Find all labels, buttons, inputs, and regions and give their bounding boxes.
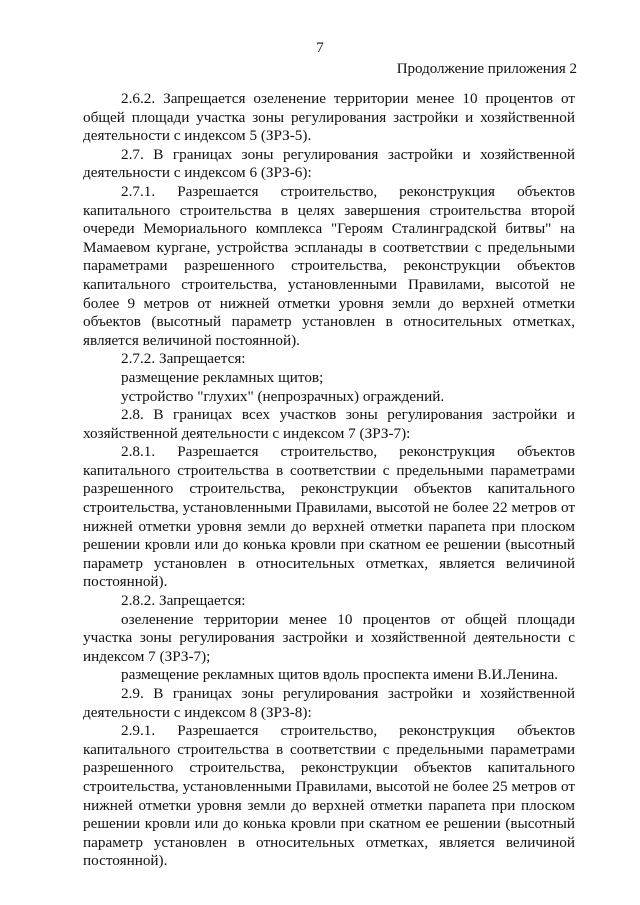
paragraph-2-8: 2.8. В границах всех участков зоны регулирования застройки и хозяйственной деятельности с индексом 7 (ЗРЗ-7): [83,406,575,442]
paragraph-2-7-1: 2.7.1. Разрешается строительство, реконструкция объектов капитального строительства в целях завершения строительства второй очереди Мемориального комплекса "Героям Сталинградской битвы" на Мамаевом кургане, устройства эспланады в соответствии с предельными параметрами разрешенного строительства, реконструкции объектов капитального строительства, установленными Правилами, высотой не более 9 метров от нижней отметки уровня земли до верхней отметки объектов (высотный параметр установлен в относительных отметках, является величиной постоянной). [83,182,575,349]
page-number: 7 [316,40,324,56]
paragraph-2-7: 2.7. В границах зоны регулирования застройки и хозяйственной деятельности с индексом 6 (ЗРЗ-6): [83,145,575,182]
list-item-lenin-avenue: размещение рекламных щитов вдоль проспекта имени В.И.Ленина. [121,666,559,684]
paragraph-2-6-2: 2.6.2. Запрещается озеленение территории менее 10 процентов от общей площади участка зоны регулирования застройки и хозяйственной деятельности с индексом 5 (ЗРЗ-5). [83,90,575,145]
paragraph-2-8-1: 2.8.1. Разрешается строительство, реконструкция объектов капитального строительства в соответствии с предельными параметрами разрешенного строительства, реконструкции объектов капитального строительства, установленными Правилами, высотой не более 22 метров от нижней отметки уровня земли до верхней отметки парапета при плоском решении кровли или до конька кровли при скатном ее решении (высотный параметр установлен в относительных отметках, является величиной постоянной). [83,443,575,591]
document-body [83,90,575,871]
list-item-greening: озеленение территории менее 10 процентов от общей площади участка зоны регулирования застройки и хозяйственной деятельности с индексом 7 (ЗРЗ-7); [83,610,575,665]
continuation-note: Продолжение приложения 2 [396,61,577,77]
paragraph-2-9-1: 2.9.1. Разрешается строительство, реконструкция объектов капитального строительства в соответствии с предельными параметрами разрешенного строительства, реконструкции объектов капитального строительства, установленными Правилами, высотой не более 25 метров от нижней отметки уровня земли до верхней отметки парапета при плоском решении кровли или до конька кровли при скатном ее решении (высотный параметр установлен в относительных отметках, является величиной постоянной). [83,722,575,870]
list-item-blind-fences: устройство "глухих" (непрозрачных) ограждений. [121,387,445,405]
list-item-ad-boards: размещение рекламных щитов; [121,368,324,386]
paragraph-2-9: 2.9. В границах зоны регулирования застройки и хозяйственной деятельности с индексом 8 (ЗРЗ-8): [83,685,575,721]
paragraph-2-7-2: 2.7.2. Запрещается: [121,350,246,368]
paragraph-2-8-2: 2.8.2. Запрещается: [121,592,246,610]
